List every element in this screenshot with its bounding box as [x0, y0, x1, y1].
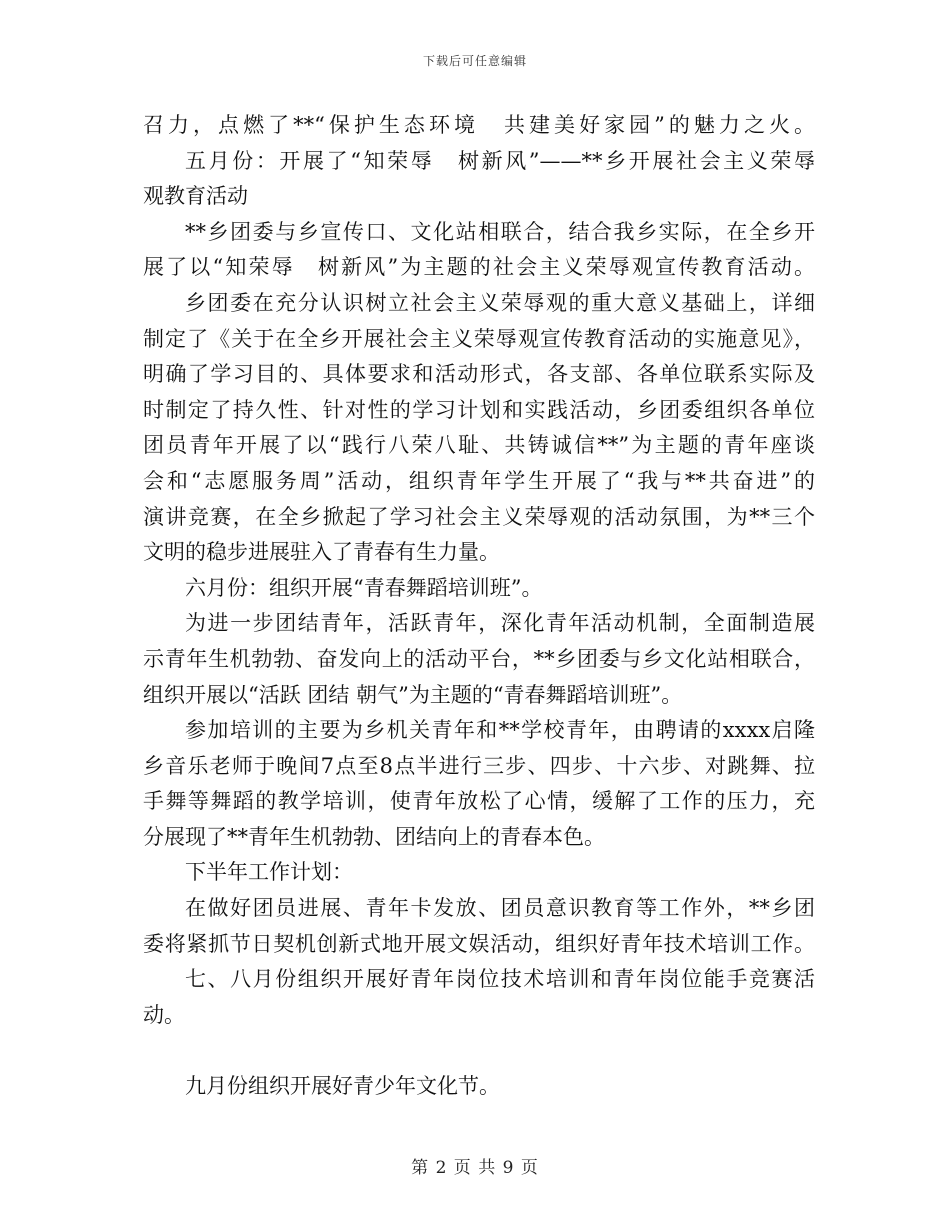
text-line: 动。 [143, 1002, 185, 1027]
text-line: 会和“志愿服务周”活动，组织青年学生开展了“我与**共奋进”的 [143, 468, 815, 493]
text-line: 七、八月份组织开展好青年岗位技术培训和青年岗位能手竞赛活 [185, 967, 815, 992]
text-line: 委将紧抓节日契机创新式地开展文娱活动，组织好青年技术培训工作。 [143, 931, 815, 956]
text-line: 五月份：开展了“知荣辱 树新风”——**乡开展社会主义荣辱 [185, 148, 815, 173]
text-line: 分展现了**青年生机勃勃、团结向上的青春本色。 [143, 824, 605, 849]
text-line: 在做好团员进展、青年卡发放、团员意识教育等工作外，**乡团 [185, 896, 815, 921]
text-line: 乡团委在充分认识树立社会主义荣辱观的重大意义基础上，详细 [185, 290, 815, 315]
text-line: 参加培训的主要为乡机关青年和**学校青年，由聘请的xxxx启隆 [185, 718, 815, 743]
text-line: 六月份：组织开展“青春舞蹈培训班”。 [185, 575, 543, 600]
text-line: 文明的稳步进展驻入了青春有生力量。 [143, 540, 500, 565]
body-text [143, 108, 815, 1105]
page-footer: 第 2 页 共 9 页 [411, 1158, 539, 1178]
text-line: 为进一步团结青年，活跃青年，深化青年活动机制，全面制造展 [185, 611, 815, 636]
text-line: 乡音乐老师于晚间7点至8点半进行三步、四步、十六步、对跳舞、拉 [143, 753, 815, 778]
text-line: 展了以“知荣辱 树新风”为主题的社会主义荣辱观宣传教育活动。 [143, 255, 815, 280]
page-header: 下载后可任意编辑 [422, 54, 527, 68]
text-line: 团员青年开展了以“践行八荣八耻、共铸诚信**”为主题的青年座谈 [143, 433, 815, 458]
text-line: **乡团委与乡宣传口、文化站相联合，结合我乡实际，在全乡开 [185, 219, 815, 244]
text-line: 手舞等舞蹈的教学培训，使青年放松了心情，缓解了工作的压力，充 [143, 789, 815, 814]
text-line: 制定了《关于在全乡开展社会主义荣辱观宣传教育活动的实施意见》， [143, 326, 815, 351]
text-line: 九月份组织开展好青少年文化节。 [185, 1074, 500, 1099]
text-line: 时制定了持久性、针对性的学习计划和实践活动，乡团委组织各单位 [143, 397, 815, 422]
text-line: 下半年工作计划： [185, 860, 353, 885]
blank-line [143, 1033, 815, 1069]
text-line: 组织开展以“活跃 团结 朝气”为主题的“青春舞蹈培训班”。 [143, 682, 683, 707]
text-line: 演讲竞赛，在全乡掀起了学习社会主义荣辱观的活动氛围，为**三个 [143, 504, 815, 529]
text-line: 示青年生机勃勃、奋发向上的活动平台，**乡团委与乡文化站相联合， [143, 646, 815, 671]
text-line: 召力，点燃了**“保护生态环境 共建美好家园”的魅力之火。 [143, 113, 815, 137]
text-line: 观教育活动 [143, 184, 248, 209]
text-line: 明确了学习目的、具体要求和活动形式，各支部、各单位联系实际及 [143, 362, 815, 387]
